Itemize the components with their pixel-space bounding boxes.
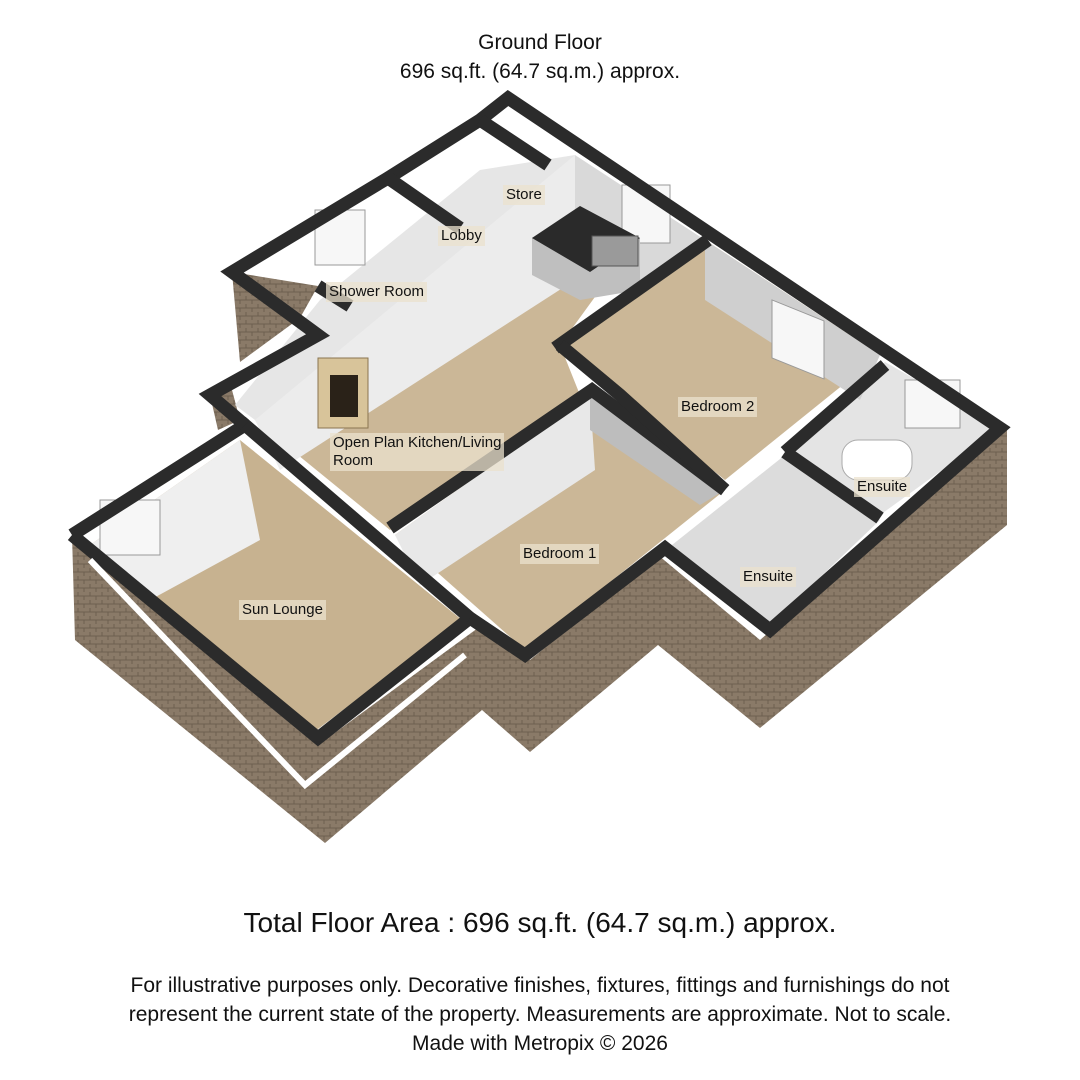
disclaimer [60,971,1020,1058]
room-label-bedroom-2: Bedroom 2 [678,397,757,417]
fireplace-inset [330,375,358,417]
room-label-ensuite-right: Ensuite [854,477,910,497]
total-floor-area: Total Floor Area : 696 sq.ft. (64.7 sq.m.) approx. [243,907,837,938]
floor-area: 696 sq.ft. (64.7 sq.m.) approx. [399,60,681,83]
floor-name: Ground Floor [478,31,602,54]
room-label-bedroom-1: Bedroom 1 [520,544,599,564]
disclaimer-line-1: For illustrative purposes only. Decorative finishes, fixtures, fittings and furnishings do not [130,974,950,997]
room-label-lobby: Lobby [438,226,485,246]
room-label-sun-lounge: Sun Lounge [239,600,326,620]
room-label-store: Store [503,185,545,205]
room-label-open-plan [330,433,504,471]
room-label-open-plan-line1: Open Plan Kitchen/Living [333,434,502,451]
room-label-ensuite-lower: Ensuite [740,567,796,587]
room-label-shower-room: Shower Room [326,282,427,302]
disclaimer-line-2: represent the current state of the property. Measurements are approximate. Not to scale. [128,1003,952,1026]
room-label-open-plan-line2: Room [333,452,374,469]
credit-line: Made with Metropix © 2026 [412,1032,668,1055]
bath [842,440,912,480]
kitchen-sink [592,236,638,266]
